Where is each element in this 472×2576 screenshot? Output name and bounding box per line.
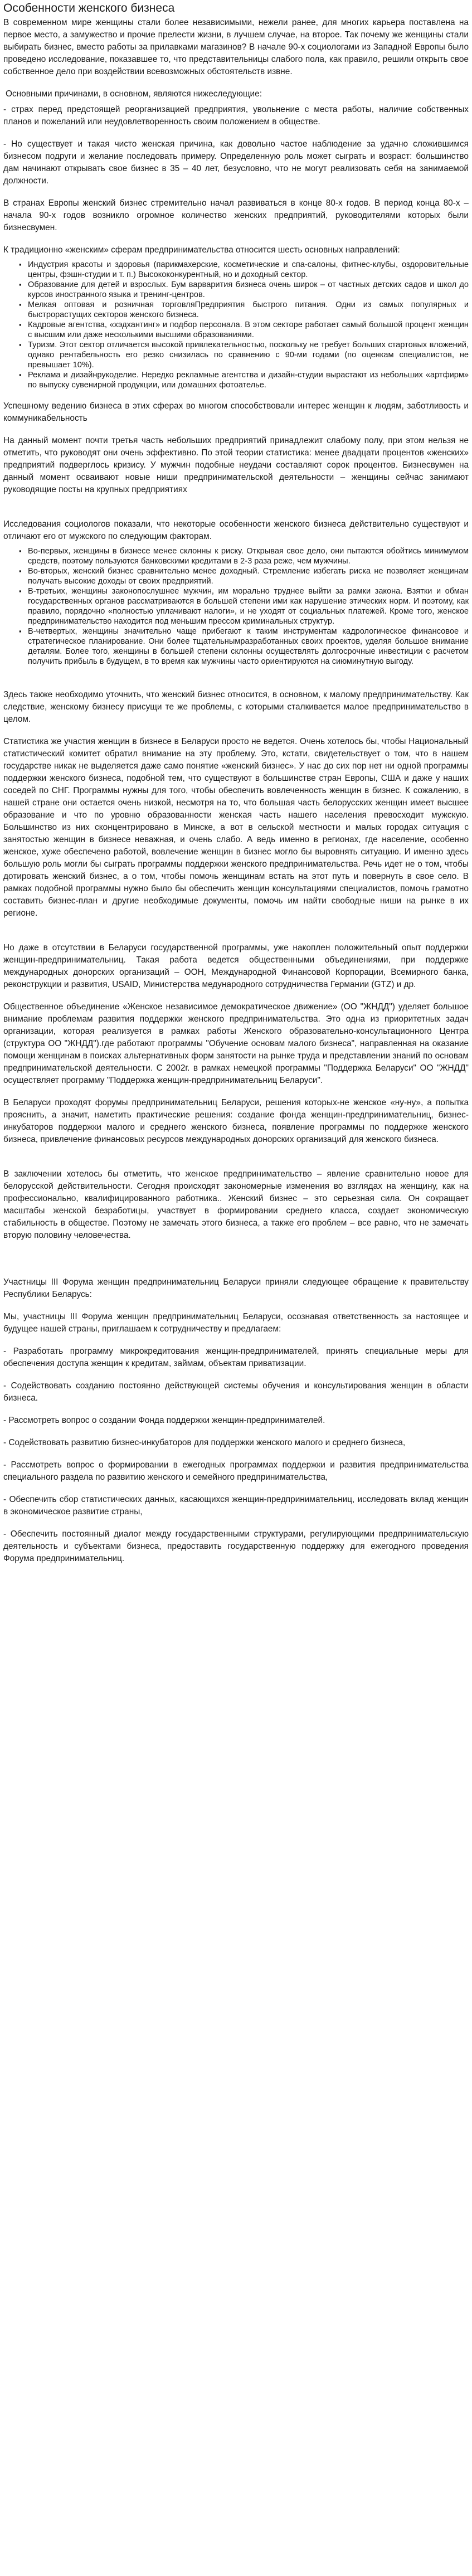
- list-item: ▪ Реклама и дизайнрукоделие. Нередко рекламные агентства и дизайн-студии вырастают из небольших «артфирм» по выпуску сувенирной продукции, или домашних фотоателье.: [28, 370, 469, 390]
- spacer: [3, 506, 469, 518]
- features-list: [3, 546, 469, 667]
- paragraph: Успешному ведению бизнеса в этих сферах во многом способствовали интерес женщин к людям, заботливость и коммуникабельность: [3, 401, 469, 423]
- list-item: ▪ В-четвертых, женщины значительно чаще прибегают к таким инструментам кадрологическое финансовое и стратегическое планирование. Они более тщательнымразработанных своих проектов, уделяя большое внимание деталям. Более того, женщины в большей степени склонны осуществлять долгосрочные инвестиции с расчетом получить прибыль в будущем, в то время как мужчины часто ориентируются на сиюминутную выгоду.: [28, 626, 469, 667]
- spacer: [3, 930, 469, 942]
- list-item: ▪ Во-вторых, женский бизнес сравнительно менее доходный. Стремление избегать риска не позволяет женщинам получать высокие доходы от своих предприятий.: [28, 566, 469, 586]
- paragraph: В странах Европы женский бизнес стремительно начал развиваться в конце 80-х годов. В период конца 80-х – начала 90-х годов возникло огромное количество женских предприятий, руководителями которых были бизнесвумен.: [3, 198, 469, 232]
- list-item: ▪ Кадровые агентства, «хэдхантинг» и подбор персонала. В этом секторе работает самый большой процент женщин с высшим или даже несколькими высшими образованиями.: [28, 320, 469, 340]
- paragraph: Мы, участницы III Форума женщин предпринимательниц Беларуси, осознавая ответственность за настоящее и будущее нашей страны, приглашаем к сотрудничеству и предлагаем:: [3, 1312, 469, 1334]
- paragraph: В современном мире женщины стали более независимыми, нежели ранее, для многих карьера поставлена на первое место, а замужество и прочие прелести жизни, в лучшем случае, на второе. Так почему же женщины стали выбирать бизнес, вместо работы за прилавками магазинов? В начале 90-х социологами из Западной Европы было проведено исследование, показавшее то, что представительницы слабого пола, как правило, решили открыть свое собственное дело при воздействии всевозможных обстоятельств извне.: [3, 18, 469, 76]
- paragraph: - Обеспечить сбор статистических данных, касающихся женщин-предпринимательниц, исследовать вклад женщин в экономическое развитие страны,: [3, 1495, 469, 1517]
- list-item: ▪ Индустрия красоты и здоровья (парикмахерские, косметические и спа-салоны, фитнес-клубы, оздоровительные центры, фэшн-студии и т. п.) Высококонкурентный, но и доходный сектор.: [28, 260, 469, 280]
- paragraph: Здесь также необходимо уточнить, что женский бизнес относится, в основном, к малому предпринимательству. Как следствие, женскому бизнесу присущи те же проблемы, с которыми сталкивается малое предпринимательство в целом.: [3, 690, 469, 724]
- paragraph: - Рассмотреть вопрос о создании Фонда поддержки женщин-предпринимателей.: [3, 1416, 325, 1425]
- spacer: [3, 1264, 469, 1276]
- paragraph: - Содействовать созданию постоянно действующей системы обучения и консультирования женщин в области бизнеса.: [3, 1381, 469, 1403]
- paragraph: - Но существует и такая чисто женская причина, как довольно частое наблюдение за удачно сложившимся бизнесом подруги и желание последовать примеру. Определенную роль может сыграть и возраст: большинство дам начинают открывать свое бизнес в 35 – 40 лет, безусловно, что не могут реализовать себя на занимаемой должности.: [3, 139, 469, 186]
- paragraph: Основными причинами, в основном, являются нижеследующие:: [6, 89, 262, 99]
- paragraph: - Разработать программу микрокредитования женщин-предпринимателей, принять специальные меры для обеспечения доступа женщин к кредитам, займам, объектам приватизации.: [3, 1347, 469, 1368]
- paragraph: - Обеспечить постоянный диалог между государственными структурами, регулирующими предпринимательскую деятельность и субъектами бизнеса, предоставить государственную поддержку для ежегодного проведения Форума предпринимательниц.: [3, 1529, 469, 1563]
- list-item: ▪ В-третьих, женщины законопослушнее мужчин, им морально труднее выйти за рамки закона. Взятки и обман государственных органов рассматриваются в большей степени ими как нарушение этических норм. И поэтому, как правило, порядочно «полностью уплачивают налоги», и не уходят от социальных платежей. Кроме того, женское предпринимательство находится под меньшим прессом криминальных структур.: [28, 586, 469, 626]
- paragraph: Общественное объединение «Женское независимое демократическое движение» (ОО "ЖНДД") уделяет большое внимание проблемам развития поддержки женского предпринимательства. Это одна из приоритетных задач организации, которая реализуется в рамках работы Женского образовательно-консультационного Центра (структура ОО "ЖНДД").где работают программы "Обучение основам малого бизнеса", направленная на оказание помощи женщинам в поисках альтернативных форм занятости на рынке труда и представлении знаний по основам предпринимательской деятельности. С 2002г. в рамках немецкой программы "Поддержка Беларуси" ОО "ЖНДД" осуществляет программу "Поддержка женщин-предпринимательниц Беларуси".: [3, 1002, 469, 1085]
- paragraph: Но даже в отсутствии в Беларуси государственной программы, уже накоплен положительный опыт поддержки женщин-предпринимательниц. Такая работа ведется общественными объединениями, при поддержке международных донорских организаций – ООН, Международной Финансовой Корпорации, Всемирного банка, реконструкции и развития, USAID, Министерства медународного сотрудничества Германии (GTZ) и др.: [3, 943, 469, 989]
- paragraph: К традиционно «женским» сферам предпринимательства относится шесть основных направлений:: [3, 245, 400, 255]
- paragraph: - Рассмотреть вопрос о формировании в ежегодных программах поддержки и развития предпринимательства специального раздела по развитию женского и семейного предпринимательства,: [3, 1460, 469, 1482]
- paragraph: - страх перед предстоящей реорганизацией предприятия, увольнение с места работы, наличие собственных планов и пожеланий или неудовлетворенность своим положением в обществе.: [3, 105, 469, 127]
- paragraph: - Содействовать развитию бизнес-инкубаторов для поддержки женского малого и среднего бизнеса,: [3, 1438, 406, 1447]
- business-areas-list: [3, 260, 469, 390]
- paragraph: В заключении хотелось бы отметить, что женское предпринимательство – явление сравнительно новое для белорусской действительности. Сегодня происходят закономерные изменения во взглядах на женщину, как на профессионально, квалифицированного работника.. Женский бизнес – это серьезная сила. Он сокращает масштабы женской безработицы, участвует в формировании среднего класса, создает экономическую стабильность в обществе. Поэтому не замечать этого бизнеса, а также его проблем – все равно, что не замечать вторую половину человечества.: [3, 1169, 469, 1240]
- spacer: [3, 677, 469, 689]
- paragraph: Участницы III Форума женщин предпринимательниц Беларуси приняли следующее обращение к правительству Республики Беларусь:: [3, 1277, 469, 1299]
- paragraph: На данный момент почти третья часть небольших предприятий принадлежит слабому полу, при этом нельзя не отметить, что руководят они очень эффективно. По этой теории статистика: менее двадцати процентов «женских» предприятий подверглось кризису. У мужчин подобные неудачи составляют сорок процентов. Бизнесвумен на данный момент осваивают новые ниши предпринимательской деятельности – женщины сейчас занимают руководящие посты на крупных предприятиях: [3, 436, 469, 494]
- list-item: ▪ Образование для детей и взрослых. Бум варварития бизнеса очень широк – от частных детских садов и школ до курсов иностранного языка и тренинг-центров.: [28, 280, 469, 300]
- paragraph: В Беларуси проходят форумы предпринимательниц Беларуси, решения которых-не женское «ну-ну», а попытка прояснить, а значит, наметить практические решения: создание фонда женщин-предпринимательниц, бизнес-инкубаторов поддержки малого и среднего женского бизнеса, появление программы по поддержке женского бизнеса, привлечение финансовых ресурсов международных донорских организаций для женского бизнеса.: [3, 1098, 469, 1144]
- list-item: ▪ Туризм. Этот сектор отличается высокой привлекательностью, поскольку не требует больших стартовых вложений, однако рентабельность его резко снизилась по сравнению с 90-ми годами (по оценкам специалистов, не превышает 10%).: [28, 340, 469, 370]
- spacer: [3, 1252, 469, 1264]
- spacer: [3, 1156, 469, 1168]
- list-item: ▪ Мелкая оптовая и розничная торговляПредприятия быстрого питания. Одни из самых популярных и быстрорастущих секторов женского бизнеса.: [28, 300, 469, 320]
- paragraph: Статистика же участия женщин в бизнесе в Беларуси просто не ведется. Очень хотелось бы, чтобы Национальный статистический комитет обратил внимание на эту проблему. Это, кстати, свидетельствует о том, что в нашем государстве никак не выделяется даже само понятие «женский бизнес». У нас до сих пор нет ни одной программы поддержки женского бизнеса, подобной тем, что существуют в большинстве стран Европы, США и даже у наших соседей по СНГ. Программы нужны для того, чтобы обеспечить вовлеченность женщин в бизнес. К сожалению, в нашей стране они остается очень низкой, несмотря на то, что большая часть белорусских женщин имеет высшее образование и что по уровню образованности женская часть нашего населения превосходит мужскую. Большинство из них сконцентрировано в Минске, а вот в сельской местности и малых городах ситуация с занятостью женщин в бизнесе неважная, и очень слабо. А ведь именно в регионах, где население, особенно женское, хуже обеспечено работой, вовлечение женщин в бизнес могло бы выровнять ситуацию. И именно здесь большую роль могли бы сыграть программы поддержки женского предпринимательства. Речь идет не о том, чтобы дотировать женский бизнес, а о том, чтобы помочь женщинам встать на этот путь и повернуть в свое село. В рамках подобной программы нужно было бы обеспечить женщин консультациями специалистов, помочь грамотно составить бизнес-план и другие необходимые документы, помочь им найти свободные ниши на рынке в их регионе.: [3, 737, 469, 918]
- paragraph: Исследования социологов показали, что некоторые особенности женского бизнеса действительно существуют и отличают его от мужского по следующим факторам.: [3, 519, 469, 541]
- list-item: ▪ Во-первых, женщины в бизнесе менее склонны к риску. Открывая свое дело, они пытаются обойтись минимумом средств, поэтому пользуются банковскими кредитами в 2-3 раза реже, чем мужчины.: [28, 546, 469, 566]
- page-title: Особенности женского бизнеса: [3, 2, 175, 14]
